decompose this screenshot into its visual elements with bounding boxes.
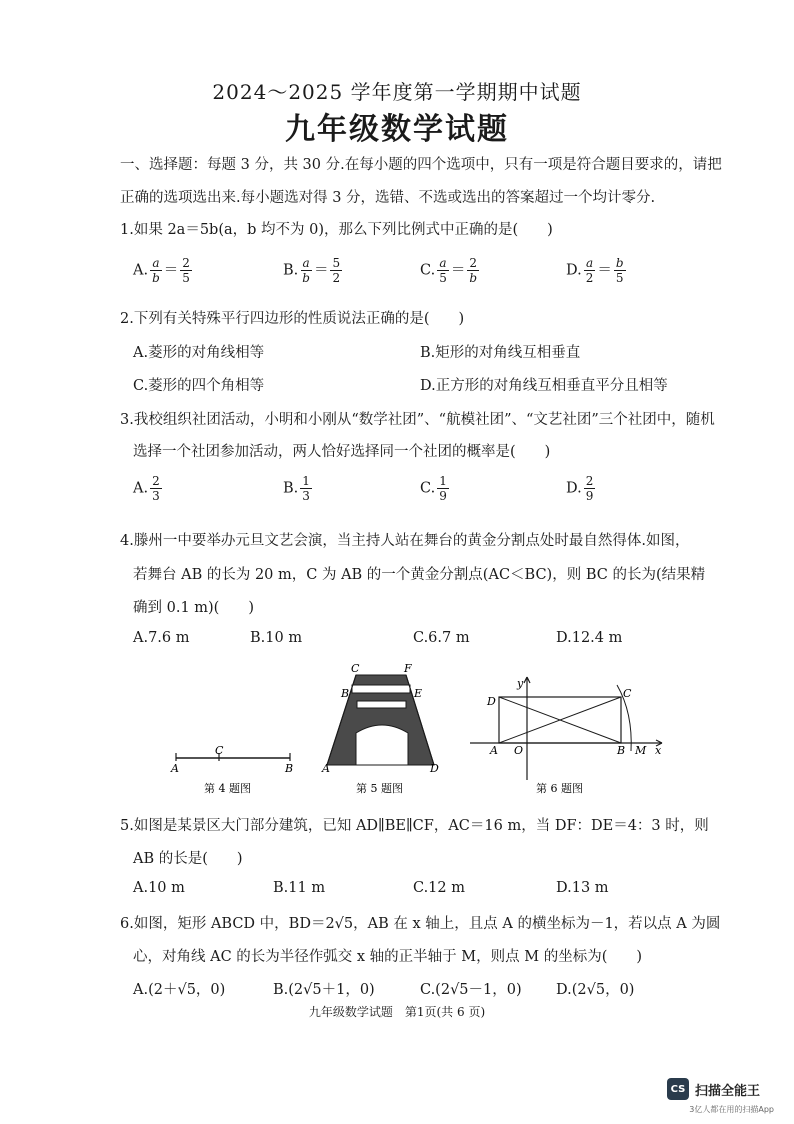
q3-option-d: D. $\frac{2}{9}$ — [566, 474, 594, 503]
fig4-caption: 第 4 题图 — [204, 782, 251, 795]
scanner-logo-icon: CS — [667, 1078, 689, 1100]
fig6-label-x: x — [655, 744, 662, 757]
q4-option-a: A.7.6 m — [133, 630, 190, 646]
scanner-app-name: 扫描全能王 — [694, 1083, 760, 1099]
q2-option-b: B.矩形的对角线互相垂直 — [420, 345, 581, 361]
fig5-label-d: D — [430, 762, 439, 775]
fig6-label-d: D — [487, 695, 496, 708]
exam-subtitle: 九年级数学试题 — [285, 112, 509, 147]
q3-option-a: A. $\frac{2}{3}$ — [133, 474, 160, 503]
q1-option-b: B. $\frac{a}{b}$ ＝ $\frac{5}{2}$ — [283, 256, 341, 285]
q2-option-d: D.正方形的对角线互相垂直平分且相等 — [420, 378, 668, 394]
q5-option-b: B.11 m — [273, 880, 326, 896]
q3-line2: 选择一个社团参加活动，两人恰好选择同一个社团的概率是( ) — [133, 444, 551, 460]
section-instructions-line1: 一、选择题：每题 3 分，共 30 分.在每小题的四个选项中，只有一项是符合题目要求的，请把 — [120, 157, 722, 173]
q5-option-c: C.12 m — [413, 880, 465, 896]
fig6-label-b: B — [617, 744, 626, 757]
fig5-label-a: A — [322, 762, 330, 775]
fig4-label-b: B — [285, 762, 294, 775]
fig6-caption: 第 6 题图 — [536, 782, 583, 795]
q4-line1: 4.滕州一中要举办元旦文艺会演，当主持人站在舞台的黄金分割点处时最自然得体.如图， — [120, 533, 690, 549]
q4-option-d: D.12.4 m — [556, 630, 623, 646]
q6-option-b: B.(2√5＋1，0) — [273, 982, 375, 998]
exam-title: 2024～2025 学年度第一学期期中试题 — [212, 80, 582, 104]
q1-stem: 1.如果 2a＝5b(a，b 均不为 0)，那么下列比例式中正确的是( ) — [120, 222, 553, 238]
q5-option-a: A.10 m — [133, 880, 185, 896]
fig5-caption: 第 5 题图 — [356, 782, 403, 795]
q2-option-a: A.菱形的对角线相等 — [133, 345, 265, 361]
q5-option-d: D.13 m — [556, 880, 609, 896]
fig4-label-c: C — [215, 744, 224, 757]
q2-stem: 2.下列有关特殊平行四边形的性质说法正确的是( ) — [120, 311, 465, 327]
q5-line2: AB 的长是( ) — [133, 851, 243, 867]
fig6-label-a: A — [490, 744, 498, 757]
fig4-label-a: A — [171, 762, 179, 775]
figure-5-gate — [321, 662, 439, 775]
q6-option-d: D.(2√5，0) — [556, 982, 635, 998]
q4-option-c: C.6.7 m — [413, 630, 470, 646]
q6-line1: 6.如图，矩形 ABCD 中，BD＝2√5，AB 在 x 轴上，且点 A 的横坐标为－1，若以点 A 为圆 — [120, 916, 721, 932]
q6-line2: 心，对角线 AC 的长为半径作弧交 x 轴的正半轴于 M，则点 M 的坐标为( ) — [133, 949, 643, 965]
q5-line1: 5.如图是某景区大门部分建筑，已知 AD∥BE∥CF，AC＝16 m，当 DF：DE＝4：3 时，则 — [120, 818, 709, 834]
page-footer: 九年级数学试题 第1页(共 6 页) — [308, 1005, 486, 1019]
fig6-label-m: M — [635, 744, 647, 757]
figure-4-segment — [170, 744, 293, 775]
section-instructions-line2: 正确的选项选出来.每小题选对得 3 分，选错、不选或选出的答案超过一个均计零分. — [120, 190, 656, 206]
q2-option-c: C.菱形的四个角相等 — [133, 378, 265, 394]
q3-line1: 3.我校组织社团活动，小明和小刚从“数学社团”、“航模社团”、“文艺社团”三个社团中，随机 — [120, 412, 715, 428]
figures-area — [0, 655, 794, 800]
fig6-label-o: O — [514, 744, 524, 757]
fig5-label-e: E — [414, 687, 423, 700]
fig5-label-b: B — [341, 687, 350, 700]
q6-option-a: A.(2＋√5，0) — [133, 982, 226, 998]
q1-option-c: C. $\frac{a}{5}$ ＝ $\frac{2}{b}$ — [420, 256, 478, 285]
q6-option-c: C.(2√5－1，0) — [420, 982, 522, 998]
q4-line2: 若舞台 AB 的长为 20 m，C 为 AB 的一个黄金分割点(AC＜BC)，则 BC 的长为(结果精 — [133, 567, 706, 583]
fig6-label-c: C — [623, 687, 632, 700]
q3-option-b: B. $\frac{1}{3}$ — [283, 474, 310, 503]
fig6-label-y: y — [517, 677, 524, 690]
scanner-tagline: 3亿人都在用的扫描App — [689, 1105, 774, 1114]
fig5-label-c: C — [351, 662, 360, 675]
q4-line3: 确到 0.1 m)( ) — [133, 600, 254, 616]
figure-6-coordinate — [470, 677, 662, 780]
q3-option-c: C. $\frac{1}{9}$ — [420, 474, 447, 503]
fig5-label-f: F — [404, 662, 412, 675]
scanner-watermark — [667, 1078, 760, 1100]
q1-option-a: A. $\frac{a}{b}$ ＝ $\frac{2}{5}$ — [133, 256, 190, 285]
q4-option-b: B.10 m — [250, 630, 303, 646]
q1-option-d: D. $\frac{a}{2}$ ＝ $\frac{b}{5}$ — [566, 256, 624, 285]
